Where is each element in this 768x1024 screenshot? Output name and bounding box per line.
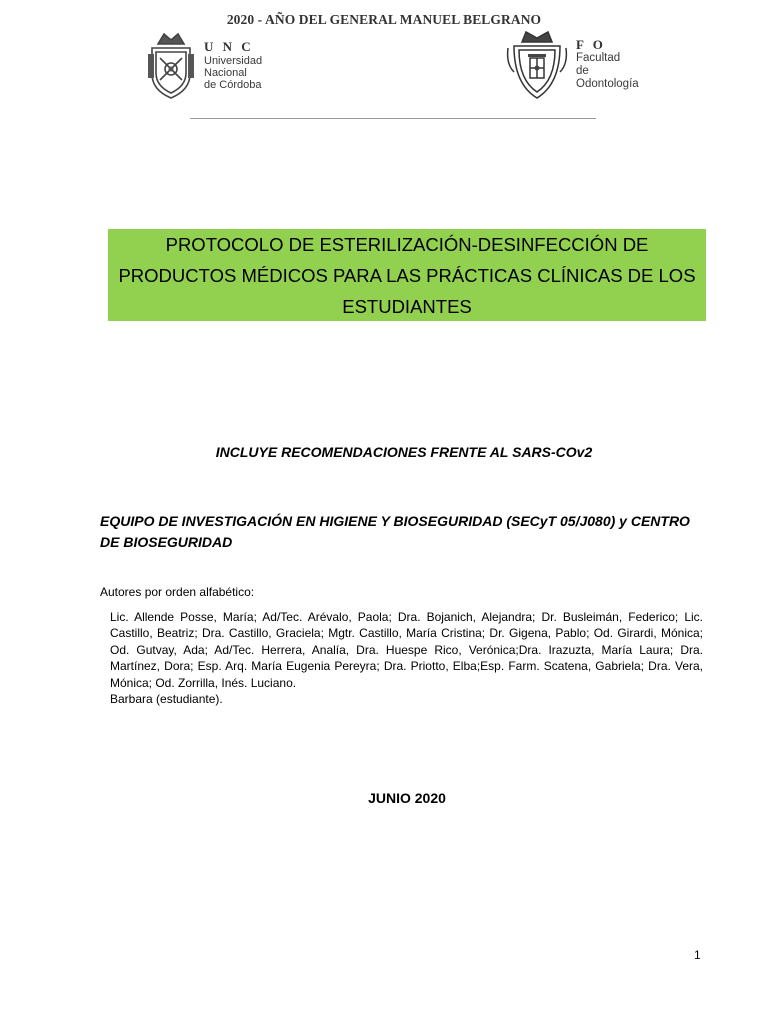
- title-banner: [108, 229, 706, 321]
- document-subtitle: INCLUYE RECOMENDACIONES FRENTE AL SARS-COv2: [215, 444, 593, 460]
- research-team: EQUIPO DE INVESTIGACIÓN EN HIGIENE Y BIOSEGURIDAD (SECyT 05/J080) y CENTRO DE BIOSEGURIDAD: [100, 513, 690, 550]
- authors-list-tail: Barbara (estudiante).: [110, 692, 223, 706]
- unc-line-3: de Córdoba: [204, 79, 262, 91]
- year-motto-header: 2020 - AÑO DEL GENERAL MANUEL BELGRANO: [226, 12, 542, 27]
- page-number: 1: [694, 948, 701, 962]
- authors-list: Lic. Allende Posse, María; Ad/Tec. Arévalo, Paola; Dra. Bojanich, Alejandra; Dr. Busleimán, Federico; Lic. Castillo, Beatriz; Dra. Castillo, Graciela; Mgtr. Castillo, María Cristina; Dr. Gigena, Pablo; Od. Girardi, Mónica; Od. Gutvay, Ada; Ad/Tec. Herrera, Analía, Dra. Huespe Rico, Verónica;Dra. Irazuzta, María Laura; Dra. Martínez, Dora; Esp. Arq. María Eugenia Pereyra; Dra. Priotto, Elba;Esp. Farm. Scatena, Gabriela; Dra. Vera, Mónica; Od. Zorrilla, Inés. Luciano.: [110, 610, 703, 690]
- fo-line-1: Facultad: [576, 52, 621, 64]
- unc-logo-text: [204, 41, 262, 91]
- unc-line-1: Universidad: [204, 55, 263, 67]
- authors-heading: Autores por orden alfabético:: [100, 585, 255, 599]
- fo-line-2: de: [576, 65, 589, 77]
- unc-abbr: U N C: [204, 39, 254, 54]
- unc-logo: [144, 30, 262, 102]
- fo-logo-text: [576, 39, 639, 91]
- document-title: PROTOCOLO DE ESTERILIZACIÓN-DESINFECCIÓN DE PRODUCTOS MÉDICOS PARA LAS PRÁCTICAS CLÍNICAS DE LOS ESTUDIANTES: [118, 233, 696, 317]
- document-date: JUNIO 2020: [368, 790, 446, 806]
- unc-crest-icon: [144, 30, 198, 102]
- fo-crest-icon: [504, 28, 570, 102]
- header-divider: [190, 118, 596, 119]
- fo-logo: [504, 28, 639, 102]
- fo-line-3: Odontología: [576, 78, 639, 90]
- fo-abbr: F O: [576, 37, 606, 52]
- unc-line-2: Nacional: [204, 67, 247, 79]
